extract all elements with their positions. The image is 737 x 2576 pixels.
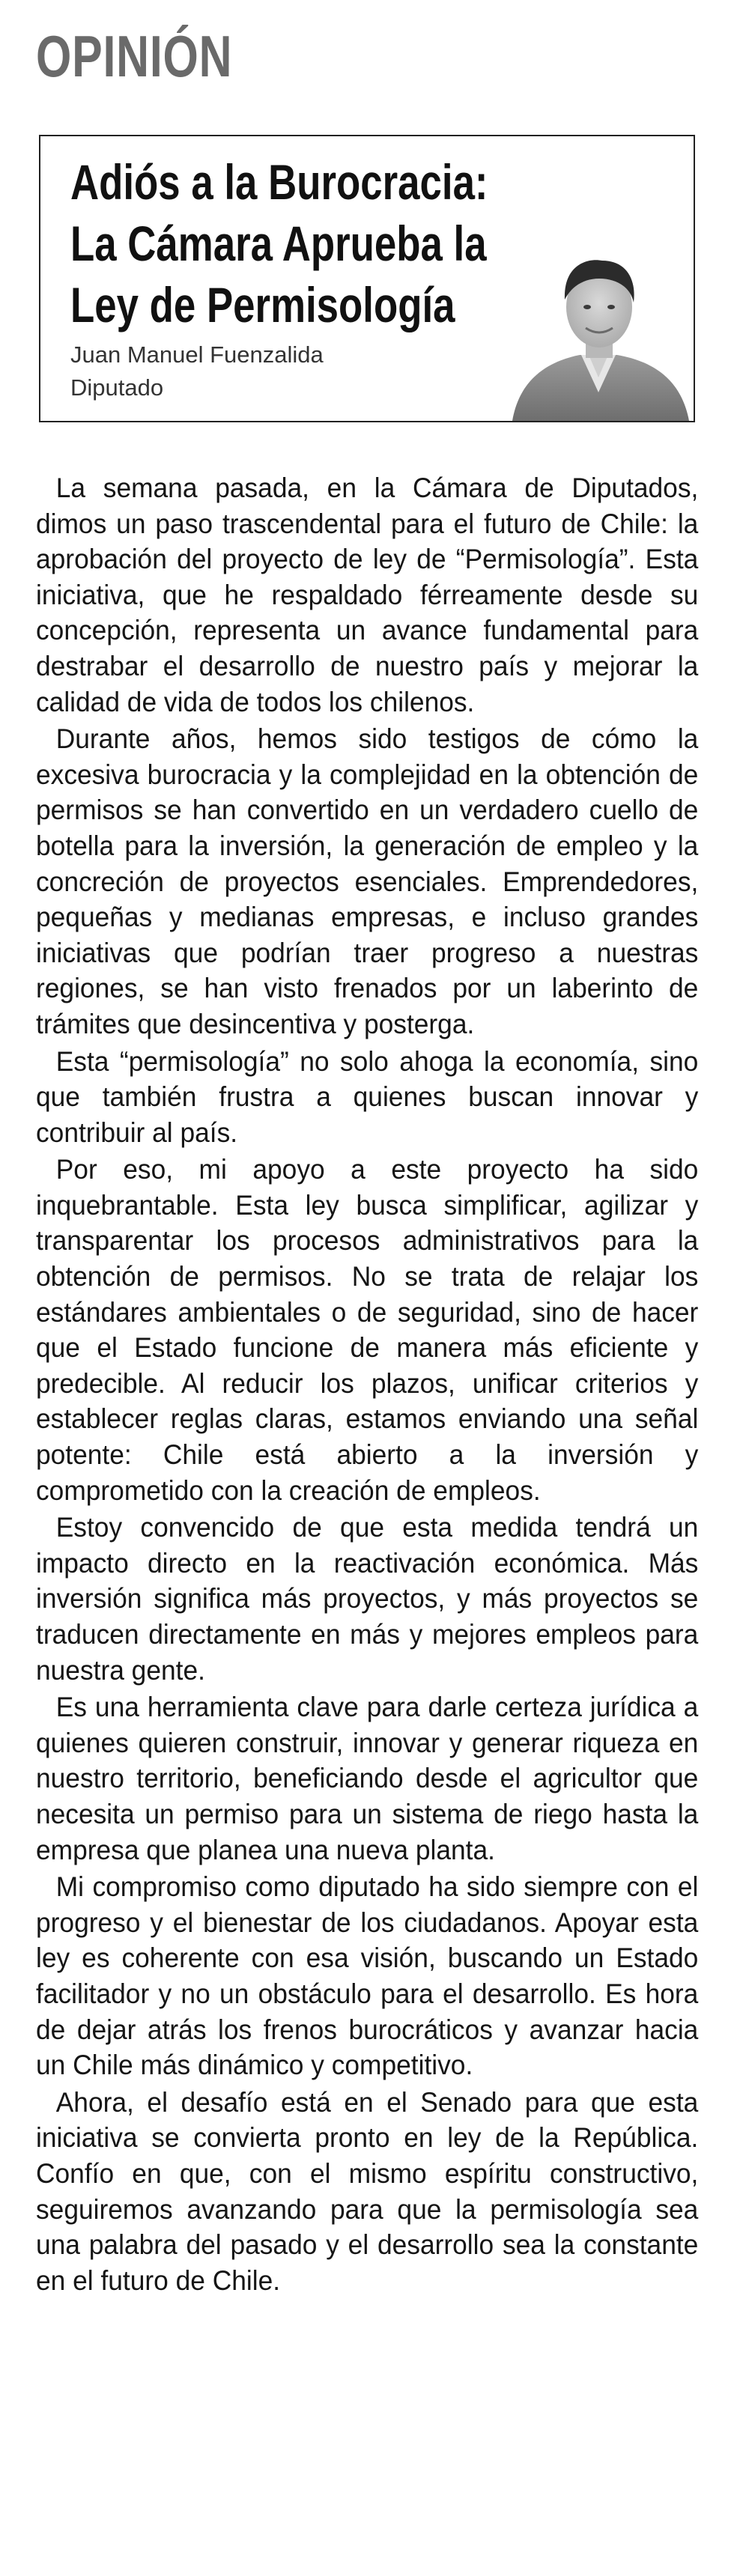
article-body (36, 470, 698, 2300)
article-paragraph-3: Esta “permisología” no solo ahoga la economía, sino que también frustra a quienes buscan innovar y contribuir al país. (36, 1045, 699, 1148)
article-paragraph-6: Es una herramienta clave para darle certeza jurídica a quienes quieren construir, innovar y generar riqueza en nuestro territorio, beneficiando desde el agricultor que necesita un permiso para un sistema de riego hasta la empresa que planea una nueva planta. (36, 1692, 699, 1865)
author-byline (70, 338, 324, 404)
headline-line-3: Ley de Permisología (70, 277, 455, 332)
author-portrait (505, 235, 692, 421)
article-paragraph-4: Por eso, mi apoyo a este proyecto ha sido inquebrantable. Esta ley busca simplificar, agilizar y transparentar los procesos administrativos para la obtención de permisos. No se trata de relajar los estándares ambientales o de seguridad, sino de hacer que el Estado funcione de manera más eficiente y predecible. Al reducir los plazos, unificar criterios y establecer reglas claras, estamos enviando una señal potente: Chile está abierto a la inversión y comprometido con la creación de empleos. (36, 1154, 699, 1506)
section-label: OPINIÓN (36, 23, 233, 89)
article-paragraph-5: Estoy convencido de que esta medida tendrá un impacto directo en la reactivación económica. Más inversión significa más proyectos, y más proyectos se traducen directamente en más y mejores empleos para nuestra gente. (36, 1512, 699, 1686)
article-paragraph-2: Durante años, hemos sido testigos de cómo la excesiva burocracia y la complejidad en la obtención de permisos se han convertido en un verdadero cuello de botella para la inversión, la generación de empleo y la concreción de proyectos esenciales. Emprendedores, pequeñas y medianas empresas, e incluso grandes iniciativas que podrían traer progreso a nuestras regiones, se han visto frenados por un laberinto de trámites que desincentiva y posterga. (36, 723, 699, 1039)
article-paragraph-8: Ahora, el desafío está en el Senado para que esta iniciativa se convierta pronto en ley de la República. Confío en que, con el mismo espíritu constructivo, seguiremos avanzando para que la permisología sea una palabra del pasado y el desarrollo sea la constante en el futuro de Chile. (36, 2086, 699, 2296)
author-name: Juan Manuel Fuenzalida (70, 341, 324, 368)
article-paragraph-1: La semana pasada, en la Cámara de Diputados, dimos un paso trascendental para el futuro de Chile: la aprobación del proyecto de ley de “Permisología”. Esta iniciativa, que he respaldado férreamente desde su concepción, representa un avance fundamental para destrabar el desarrollo de nuestro país y mejorar la calidad de vida de todos los chilenos. (36, 473, 699, 717)
article-paragraph-7: Mi compromiso como diputado ha sido siempre con el progreso y el bienestar de los ciudadanos. Apoyar esta ley es coherente con esa visión, buscando un Estado facilitador y no un obstáculo para el desarrollo. Es hora de dejar atrás los frenos burocráticos y avanzar hacia un Chile más dinámico y competitivo. (36, 1871, 699, 2081)
article-header (39, 135, 695, 422)
article-headline (70, 151, 502, 335)
author-role: Diputado (70, 374, 164, 401)
headline-line-2: La Cámara Aprueba la (70, 216, 487, 271)
headline-line-1: Adiós a la Burocracia: (70, 154, 488, 210)
